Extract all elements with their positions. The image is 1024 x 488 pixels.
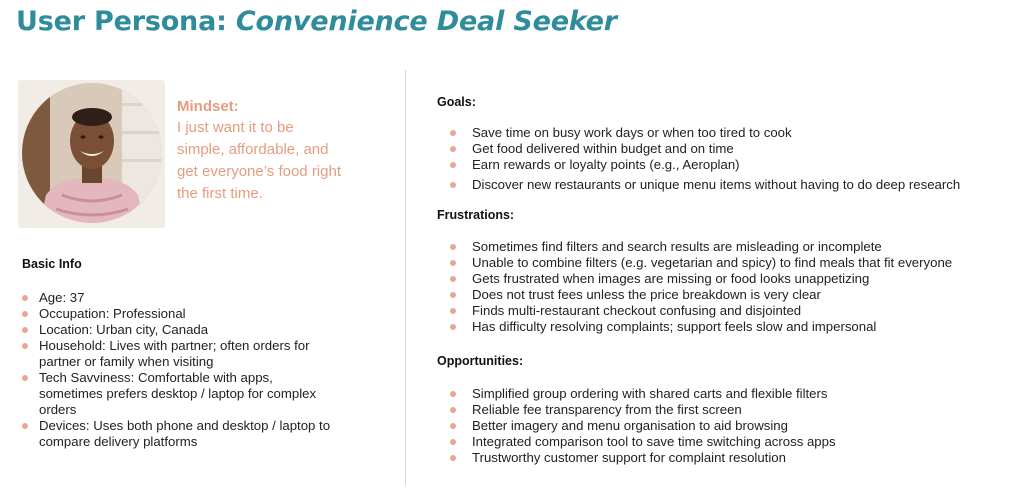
opportunity-text: Reliable fee transparency from the first screen: [472, 402, 742, 417]
frustrations-heading: Frustrations:: [437, 208, 515, 222]
frustration-item: [450, 287, 1020, 303]
mindset-label: Mindset:: [177, 98, 239, 115]
basic-info-item: [22, 322, 382, 338]
basic-info-line: compare delivery platforms: [39, 434, 198, 449]
persona-photo-frame: [18, 80, 165, 228]
bullet-icon: [450, 455, 456, 461]
bullet-icon: [450, 130, 456, 136]
bullet-icon: [450, 182, 456, 188]
bullet-icon: [450, 162, 456, 168]
basic-info-line: Age: 37: [39, 290, 85, 305]
basic-info-line: sometimes prefers desktop / laptop for complex: [39, 386, 317, 401]
goal-text: Get food delivered within budget and on time: [472, 141, 734, 156]
persona-portrait-photo: [22, 83, 162, 223]
frustration-item: [450, 303, 1020, 319]
bullet-icon: [450, 146, 456, 152]
goals-heading: Goals:: [437, 95, 476, 109]
bullet-icon: [22, 375, 28, 381]
opportunity-text: Better imagery and menu organisation to aid browsing: [472, 418, 788, 433]
bullet-icon: [22, 343, 28, 349]
frustration-text: Has difficulty resolving complaints; support feels slow and impersonal: [472, 319, 877, 334]
bullet-icon: [450, 391, 456, 397]
goal-item: [450, 141, 1020, 157]
mindset-line: get everyone’s food right: [177, 163, 341, 180]
basic-info-line: Household: Lives with partner; often orders for: [39, 338, 310, 353]
frustration-item: [450, 255, 1020, 271]
opportunity-item: [450, 434, 1020, 450]
opportunity-text: Simplified group ordering with shared carts and flexible filters: [472, 386, 828, 401]
frustration-item: [450, 239, 1020, 255]
opportunities-heading: Opportunities:: [437, 354, 524, 368]
basic-info-line: Tech Savviness: Comfortable with apps,: [39, 370, 273, 385]
frustration-text: Does not trust fees unless the price breakdown is very clear: [472, 287, 821, 302]
bullet-icon: [22, 311, 28, 317]
title-persona-name: Convenience Deal Seeker: [235, 6, 617, 37]
basic-info-item: [22, 290, 382, 306]
opportunity-text: Integrated comparison tool to save time switching across apps: [472, 434, 836, 449]
frustration-text: Sometimes find filters and search results are misleading or incomplete: [472, 239, 882, 254]
bullet-icon: [450, 324, 456, 330]
bullet-icon: [22, 423, 28, 429]
bullet-icon: [450, 244, 456, 250]
goal-item: [450, 157, 1020, 173]
frustration-text: Gets frustrated when images are missing or food looks unappetizing: [472, 271, 870, 286]
goal-item: [450, 125, 1020, 141]
bullet-icon: [450, 308, 456, 314]
mindset-line: the first time.: [177, 185, 263, 202]
opportunities-list: [450, 386, 1020, 466]
bullet-icon: [22, 295, 28, 301]
title-prefix: User Persona:: [16, 6, 236, 37]
basic-info-line: orders: [39, 402, 77, 417]
bullet-icon: [450, 439, 456, 445]
opportunity-item: [450, 386, 1020, 402]
opportunity-item: [450, 418, 1020, 434]
opportunity-text: Trustworthy customer support for complaint resolution: [472, 450, 786, 465]
opportunity-item: [450, 450, 1020, 466]
basic-info-item: [22, 306, 382, 322]
goal-text: Discover new restaurants or unique menu items without having to do deep research: [472, 177, 961, 192]
bullet-icon: [450, 292, 456, 298]
basic-info-line: Devices: Uses both phone and desktop / laptop to: [39, 418, 331, 433]
goal-text: Earn rewards or loyalty points (e.g., Aeroplan): [472, 157, 740, 172]
goal-item: [450, 177, 1020, 193]
basic-info-item: [22, 370, 382, 418]
basic-info-item: [22, 418, 382, 450]
mindset-block: [177, 98, 392, 205]
goals-list: [450, 125, 1020, 193]
column-divider: [405, 70, 406, 485]
bullet-icon: [450, 407, 456, 413]
frustration-text: Unable to combine filters (e.g. vegetarian and spicy) to find meals that fit everyone: [472, 255, 953, 270]
bullet-icon: [22, 327, 28, 333]
basic-info-line: Location: Urban city, Canada: [39, 322, 209, 337]
bullet-icon: [450, 260, 456, 266]
mindset-line: I just want it to be: [177, 119, 294, 136]
bullet-icon: [450, 276, 456, 282]
basic-info-line: Occupation: Professional: [39, 306, 186, 321]
goal-text: Save time on busy work days or when too tired to cook: [472, 125, 792, 140]
mindset-quote: [177, 117, 392, 205]
frustration-item: [450, 271, 1020, 287]
mindset-line: simple, affordable, and: [177, 141, 329, 158]
bullet-icon: [450, 423, 456, 429]
frustration-item: [450, 319, 1020, 335]
page-title: [16, 6, 617, 37]
frustrations-list: [450, 239, 1020, 335]
basic-info-item: [22, 338, 382, 370]
basic-info-line: partner or family when visiting: [39, 354, 214, 369]
frustration-text: Finds multi-restaurant checkout confusing and disjointed: [472, 303, 802, 318]
basic-info-list: [22, 290, 382, 450]
basic-info-heading: Basic Info: [22, 257, 82, 271]
portrait-illustration: [22, 83, 162, 223]
opportunity-item: [450, 402, 1020, 418]
